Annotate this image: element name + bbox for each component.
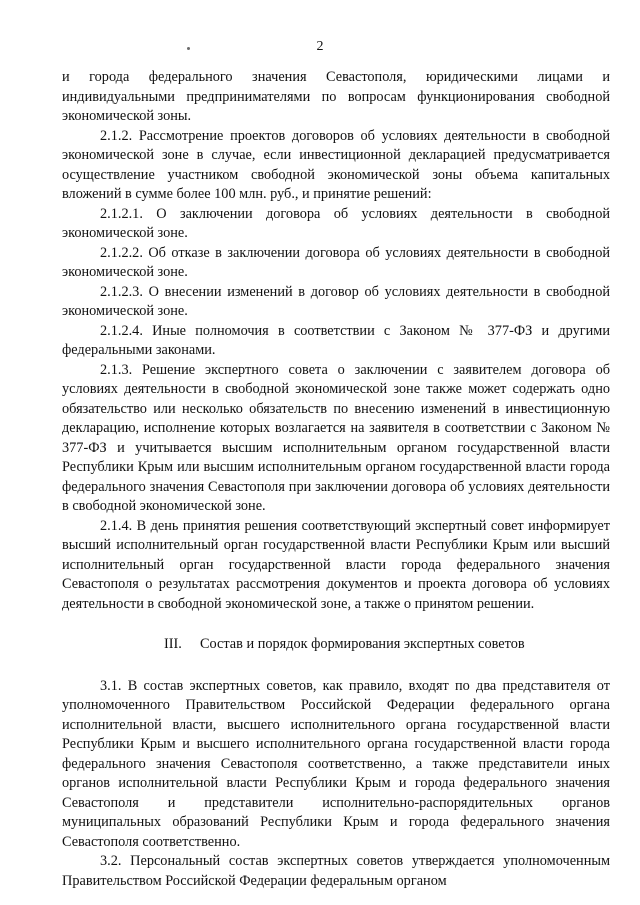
section-title: Состав и порядок формирования экспертных советов bbox=[200, 636, 525, 652]
paragraph-2-1-2-1: 2.1.2.1. О заключении договора об условиях деятельности в свободной экономической зоне. bbox=[62, 205, 610, 241]
section-number: III. bbox=[164, 636, 182, 652]
section-heading bbox=[62, 635, 610, 655]
paragraph-2-1-2: 2.1.2. Рассмотрение проектов договоров об условиях деятельности в свободной экономической зоне в случае, если инвестиционной декларацией предусматривается осуществление участником свободной экономической зоны объема капитальных вложений в сумме более 100 млн. руб., и принятие решений: bbox=[62, 127, 610, 202]
scan-speck bbox=[187, 47, 190, 50]
paragraph-2-1-2-4: 2.1.2.4. Иные полномочия в соответствии с Законом № 377-ФЗ и другими федеральными законами. bbox=[62, 322, 610, 358]
paragraph-2-1-4: 2.1.4. В день принятия решения соответствующий экспертный совет информирует высший исполнительный орган государственной власти Республики Крым или высший исполнительный орган государственной власти города федерального значения Севастополя о результатах рассмотрения документов и проекта договора об условиях деятельности в свободной экономической зоне, а также о принятом решении. bbox=[62, 517, 610, 612]
paragraph-continuation: и города федерального значения Севастополя, юридическими лицами и индивидуальными предпринимателями по вопросам функционирования свободной экономической зоны. bbox=[62, 69, 610, 124]
paragraph-3-2: 3.2. Персональный состав экспертных советов утверждается уполномоченным Правительством Российской Федерации федеральным органом bbox=[62, 853, 610, 889]
page-number: 2 bbox=[316, 39, 324, 54]
paragraph-2-1-2-3: 2.1.2.3. О внесении изменений в договор об условиях деятельности в свободной экономической зоне. bbox=[62, 283, 610, 319]
paragraph-2-1-2-2: 2.1.2.2. Об отказе в заключении договора об условиях деятельности в свободной экономической зоне. bbox=[62, 244, 610, 280]
paragraph-2-1-3: 2.1.3. Решение экспертного совета о заключении с заявителем договора об условиях деятельности в свободной экономической зоне также может содержать одно обязательство или несколько обязательств по внесению изменений в инвестиционную декларацию, исполнение которых возлагается на заявителя в соответствии с Законом № 377-ФЗ и учитывается высшим исполнительным органом государственной власти Республики Крым или высшим исполнительным органом государственной власти города федерального значения Севастополя при заключении договора об условиях деятельности в свободной экономической зоне. bbox=[62, 361, 610, 514]
paragraph-3-1: 3.1. В состав экспертных советов, как правило, входят по два представителя от уполномоченного Правительством Российской Федерации федерального органа исполнительной власти, высшего исполнительного органа государственной власти Республики Крым и высшего исполнительного органа государственной власти города федерального значения Севастополя соответственно, а также представители иных органов исполнительной власти Республики Крым и города федерального значения Севастополя и представители исполнительно-распорядительных органов муниципальных образований Республики Крым и города федерального значения Севастополя соответственно. bbox=[62, 677, 610, 850]
document-body bbox=[62, 68, 610, 891]
